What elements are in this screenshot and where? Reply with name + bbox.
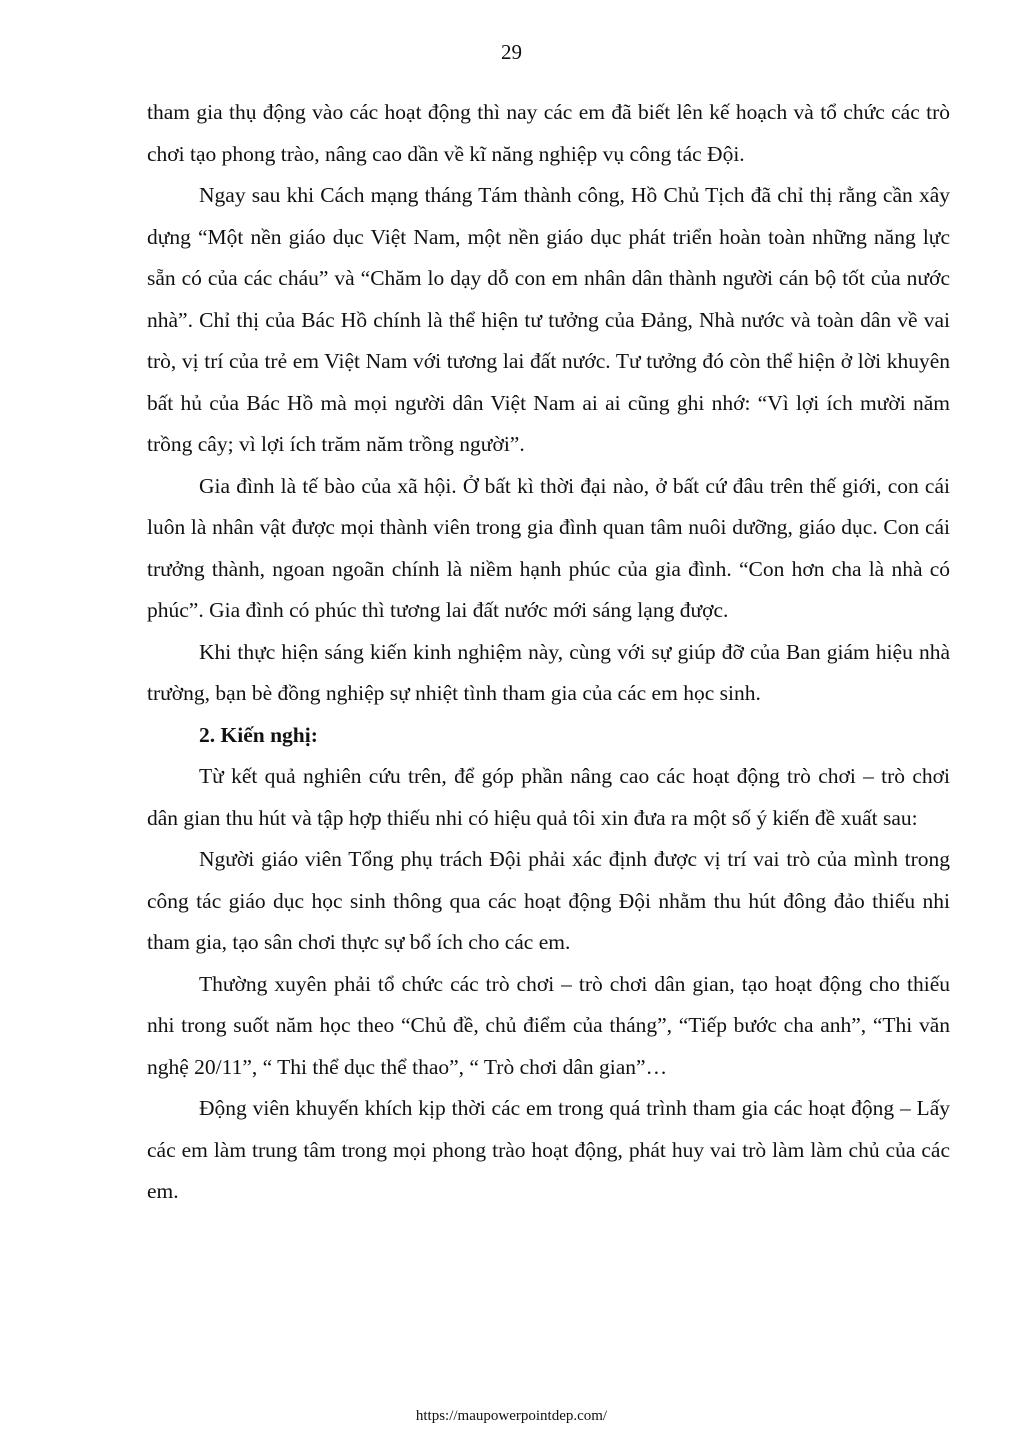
recommendation-item: Động viên khuyến khích kịp thời các em trong quá trình tham gia các hoạt động – Lấy các em làm trung tâm trong mọi phong trào hoạt động, phát huy vai trò làm làm chủ của các em. <box>147 1096 950 1203</box>
recommendation-item: Thường xuyên phải tổ chức các trò chơi – trò chơi dân gian, tạo hoạt động cho thiếu nhi trong suốt năm học theo “Chủ đề, chủ điểm của tháng”, “Tiếp bước cha anh”, “Thi văn nghệ 20/11”, “ Thi thể dục thể thao”, “ Trò chơi dân gian”… <box>147 971 950 1079</box>
recommendation-intro: Từ kết quả nghiên cứu trên, để góp phần nâng cao các hoạt động trò chơi – trò chơi dân gian thu hút và tập hợp thiếu nhi có hiệu quả tôi xin đưa ra một số ý kiến đề xuất sau: <box>147 764 950 830</box>
recommendation-item: Người giáo viên Tổng phụ trách Đội phải xác định được vị trí vai trò của mình trong công tác giáo dục học sinh thông qua các hoạt động Đội nhằm thu hút đông đảo thiếu nhi tham gia, tạo sân chơi thực sự bổ ích cho các em. <box>147 847 950 954</box>
footer-url: https://maupowerpointdep.com/ <box>415 1408 608 1424</box>
section-heading: 2. Kiến nghị: <box>199 722 318 747</box>
paragraph-continuation: tham gia thụ động vào các hoạt động thì nay các em đã biết lên kế hoạch và tổ chức các trò chơi tạo phong trào, nâng cao dần về kĩ năng nghiệp vụ công tác Đội. <box>147 100 950 166</box>
paragraph-acknowledgement: Khi thực hiện sáng kiến kinh nghiệm này, cùng với sự giúp đỡ của Ban giám hiệu nhà trường, bạn bè đồng nghiệp sự nhiệt tình tham gia của các em học sinh. <box>147 639 950 705</box>
paragraph-ho-chi-minh-directive: Ngay sau khi Cách mạng tháng Tám thành công, Hồ Chủ Tịch đã chỉ thị rằng cần xây dựng “Một nền giáo dục Việt Nam, một nền giáo dục phát triển hoàn toàn những năng lực sẵn có của các cháu” và “Chăm lo dạy dỗ con em nhân dân thành người cán bộ tốt của nước nhà”. Chỉ thị của Bác Hồ chính là thể hiện tư tưởng của Đảng, Nhà nước và toàn dân về vai trò, vị trí của trẻ em Việt Nam với tương lai đất nước. Tư tưởng đó còn thể hiện ở lời khuyên bất hủ của Bác Hồ mà mọi người dân Việt Nam ai ai cũng ghi nhớ: “Vì lợi ích mười năm trồng cây; vì lợi ích trăm năm trồng người”. <box>147 183 950 456</box>
document-body <box>147 92 950 1213</box>
page-number: 29 <box>501 40 522 64</box>
paragraph-family: Gia đình là tế bào của xã hội. Ở bất kì thời đại nào, ở bất cứ đâu trên thế giới, con cái luôn là nhân vật được mọi thành viên trong gia đình quan tâm nuôi dưỡng, giáo dục. Con cái trưởng thành, ngoan ngoãn chính là niềm hạnh phúc của gia đình. “Con hơn cha là nhà có phúc”. Gia đình có phúc thì tương lai đất nước mới sáng lạng được. <box>147 473 950 622</box>
